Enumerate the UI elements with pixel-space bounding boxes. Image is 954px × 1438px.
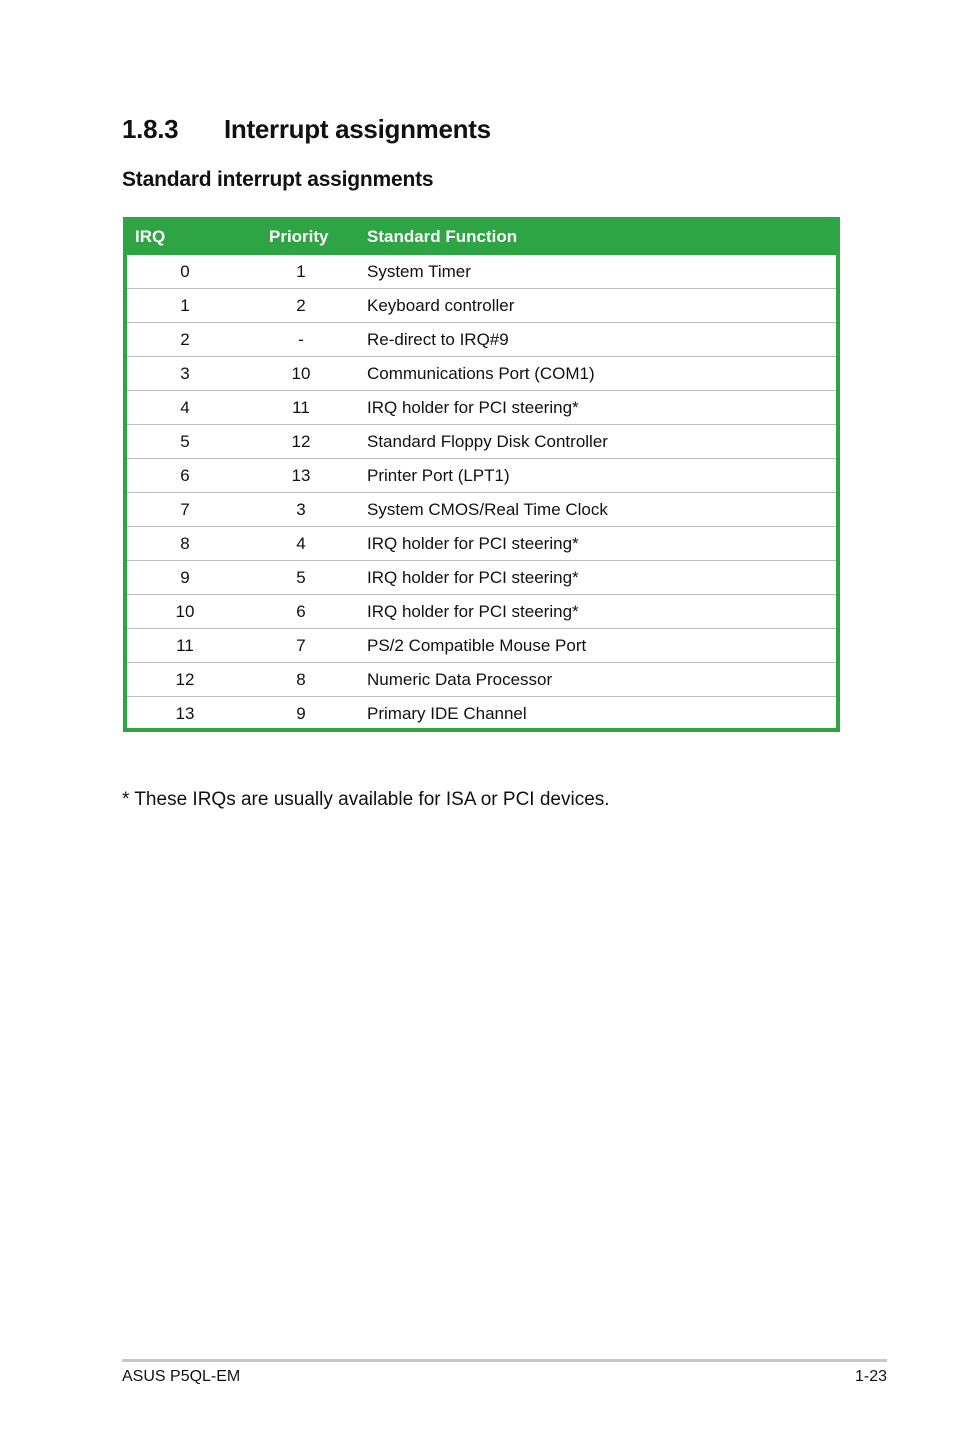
cell-irq: 0 <box>180 262 190 281</box>
cell-irq: 5 <box>180 432 190 451</box>
cell-irq: 12 <box>175 670 195 689</box>
cell-irq: 4 <box>180 398 190 417</box>
cell-priority: 11 <box>292 398 310 417</box>
cell-priority: 2 <box>296 296 306 315</box>
table-row <box>127 391 836 425</box>
cell-function: Numeric Data Processor <box>367 670 553 689</box>
footer-page-number: 1-23 <box>854 1368 887 1385</box>
header-standard-function: Standard Function <box>367 227 518 246</box>
cell-function: Communications Port (COM1) <box>367 364 595 383</box>
table-row <box>127 459 836 493</box>
footnote: * These IRQs are usually available for ISA or PCI devices. <box>122 789 610 810</box>
cell-priority: 8 <box>296 670 306 689</box>
cell-function: IRQ holder for PCI steering* <box>367 602 579 621</box>
subsection-title: Standard interrupt assignments <box>122 168 434 191</box>
header-priority: Priority <box>269 227 329 246</box>
cell-function: System Timer <box>367 262 471 281</box>
cell-priority: 5 <box>296 568 306 587</box>
cell-function: Printer Port (LPT1) <box>367 466 510 485</box>
cell-irq: 10 <box>175 602 195 621</box>
footer-product-name: ASUS P5QL-EM <box>122 1368 241 1385</box>
table-row <box>127 289 836 323</box>
cell-irq: 7 <box>180 500 190 519</box>
table-row <box>127 425 836 459</box>
cell-irq: 9 <box>180 568 190 587</box>
table-row <box>127 323 836 357</box>
table-row <box>127 697 836 731</box>
cell-priority: - <box>298 330 304 349</box>
irq-table <box>123 217 840 732</box>
cell-function: IRQ holder for PCI steering* <box>367 534 579 553</box>
table-row <box>127 527 836 561</box>
table-row <box>127 493 836 527</box>
header-irq: IRQ <box>135 227 166 246</box>
table-row <box>127 629 836 663</box>
cell-function: IRQ holder for PCI steering* <box>367 568 579 587</box>
table-row <box>127 255 836 289</box>
cell-priority: 9 <box>296 704 306 723</box>
cell-irq: 2 <box>180 330 190 349</box>
cell-function: IRQ holder for PCI steering* <box>367 398 579 417</box>
cell-irq: 11 <box>176 636 194 655</box>
section-title-text: Interrupt assignments <box>224 114 491 144</box>
cell-function: Primary IDE Channel <box>367 704 527 723</box>
section-title <box>122 114 491 145</box>
cell-function: Re-direct to IRQ#9 <box>367 330 509 349</box>
cell-priority: 10 <box>291 364 311 383</box>
cell-function: System CMOS/Real Time Clock <box>367 500 608 519</box>
cell-function: Standard Floppy Disk Controller <box>367 432 608 451</box>
table-header <box>123 217 840 255</box>
cell-irq: 3 <box>180 364 190 383</box>
table-row <box>127 595 836 629</box>
section-number: 1.8.3 <box>122 114 179 144</box>
cell-function: PS/2 Compatible Mouse Port <box>367 636 587 655</box>
cell-priority: 12 <box>291 432 311 451</box>
table-row <box>127 357 836 391</box>
cell-irq: 1 <box>180 296 190 315</box>
cell-irq: 8 <box>180 534 190 553</box>
footer-divider <box>122 1359 887 1362</box>
cell-irq: 6 <box>180 466 190 485</box>
cell-irq: 13 <box>175 704 195 723</box>
cell-priority: 13 <box>291 466 311 485</box>
cell-priority: 6 <box>296 602 306 621</box>
table-row <box>127 663 836 697</box>
table-row <box>127 561 836 595</box>
cell-priority: 3 <box>296 500 306 519</box>
cell-priority: 7 <box>296 636 306 655</box>
cell-function: Keyboard controller <box>367 296 515 315</box>
cell-priority: 4 <box>296 534 306 553</box>
cell-priority: 1 <box>296 262 306 281</box>
